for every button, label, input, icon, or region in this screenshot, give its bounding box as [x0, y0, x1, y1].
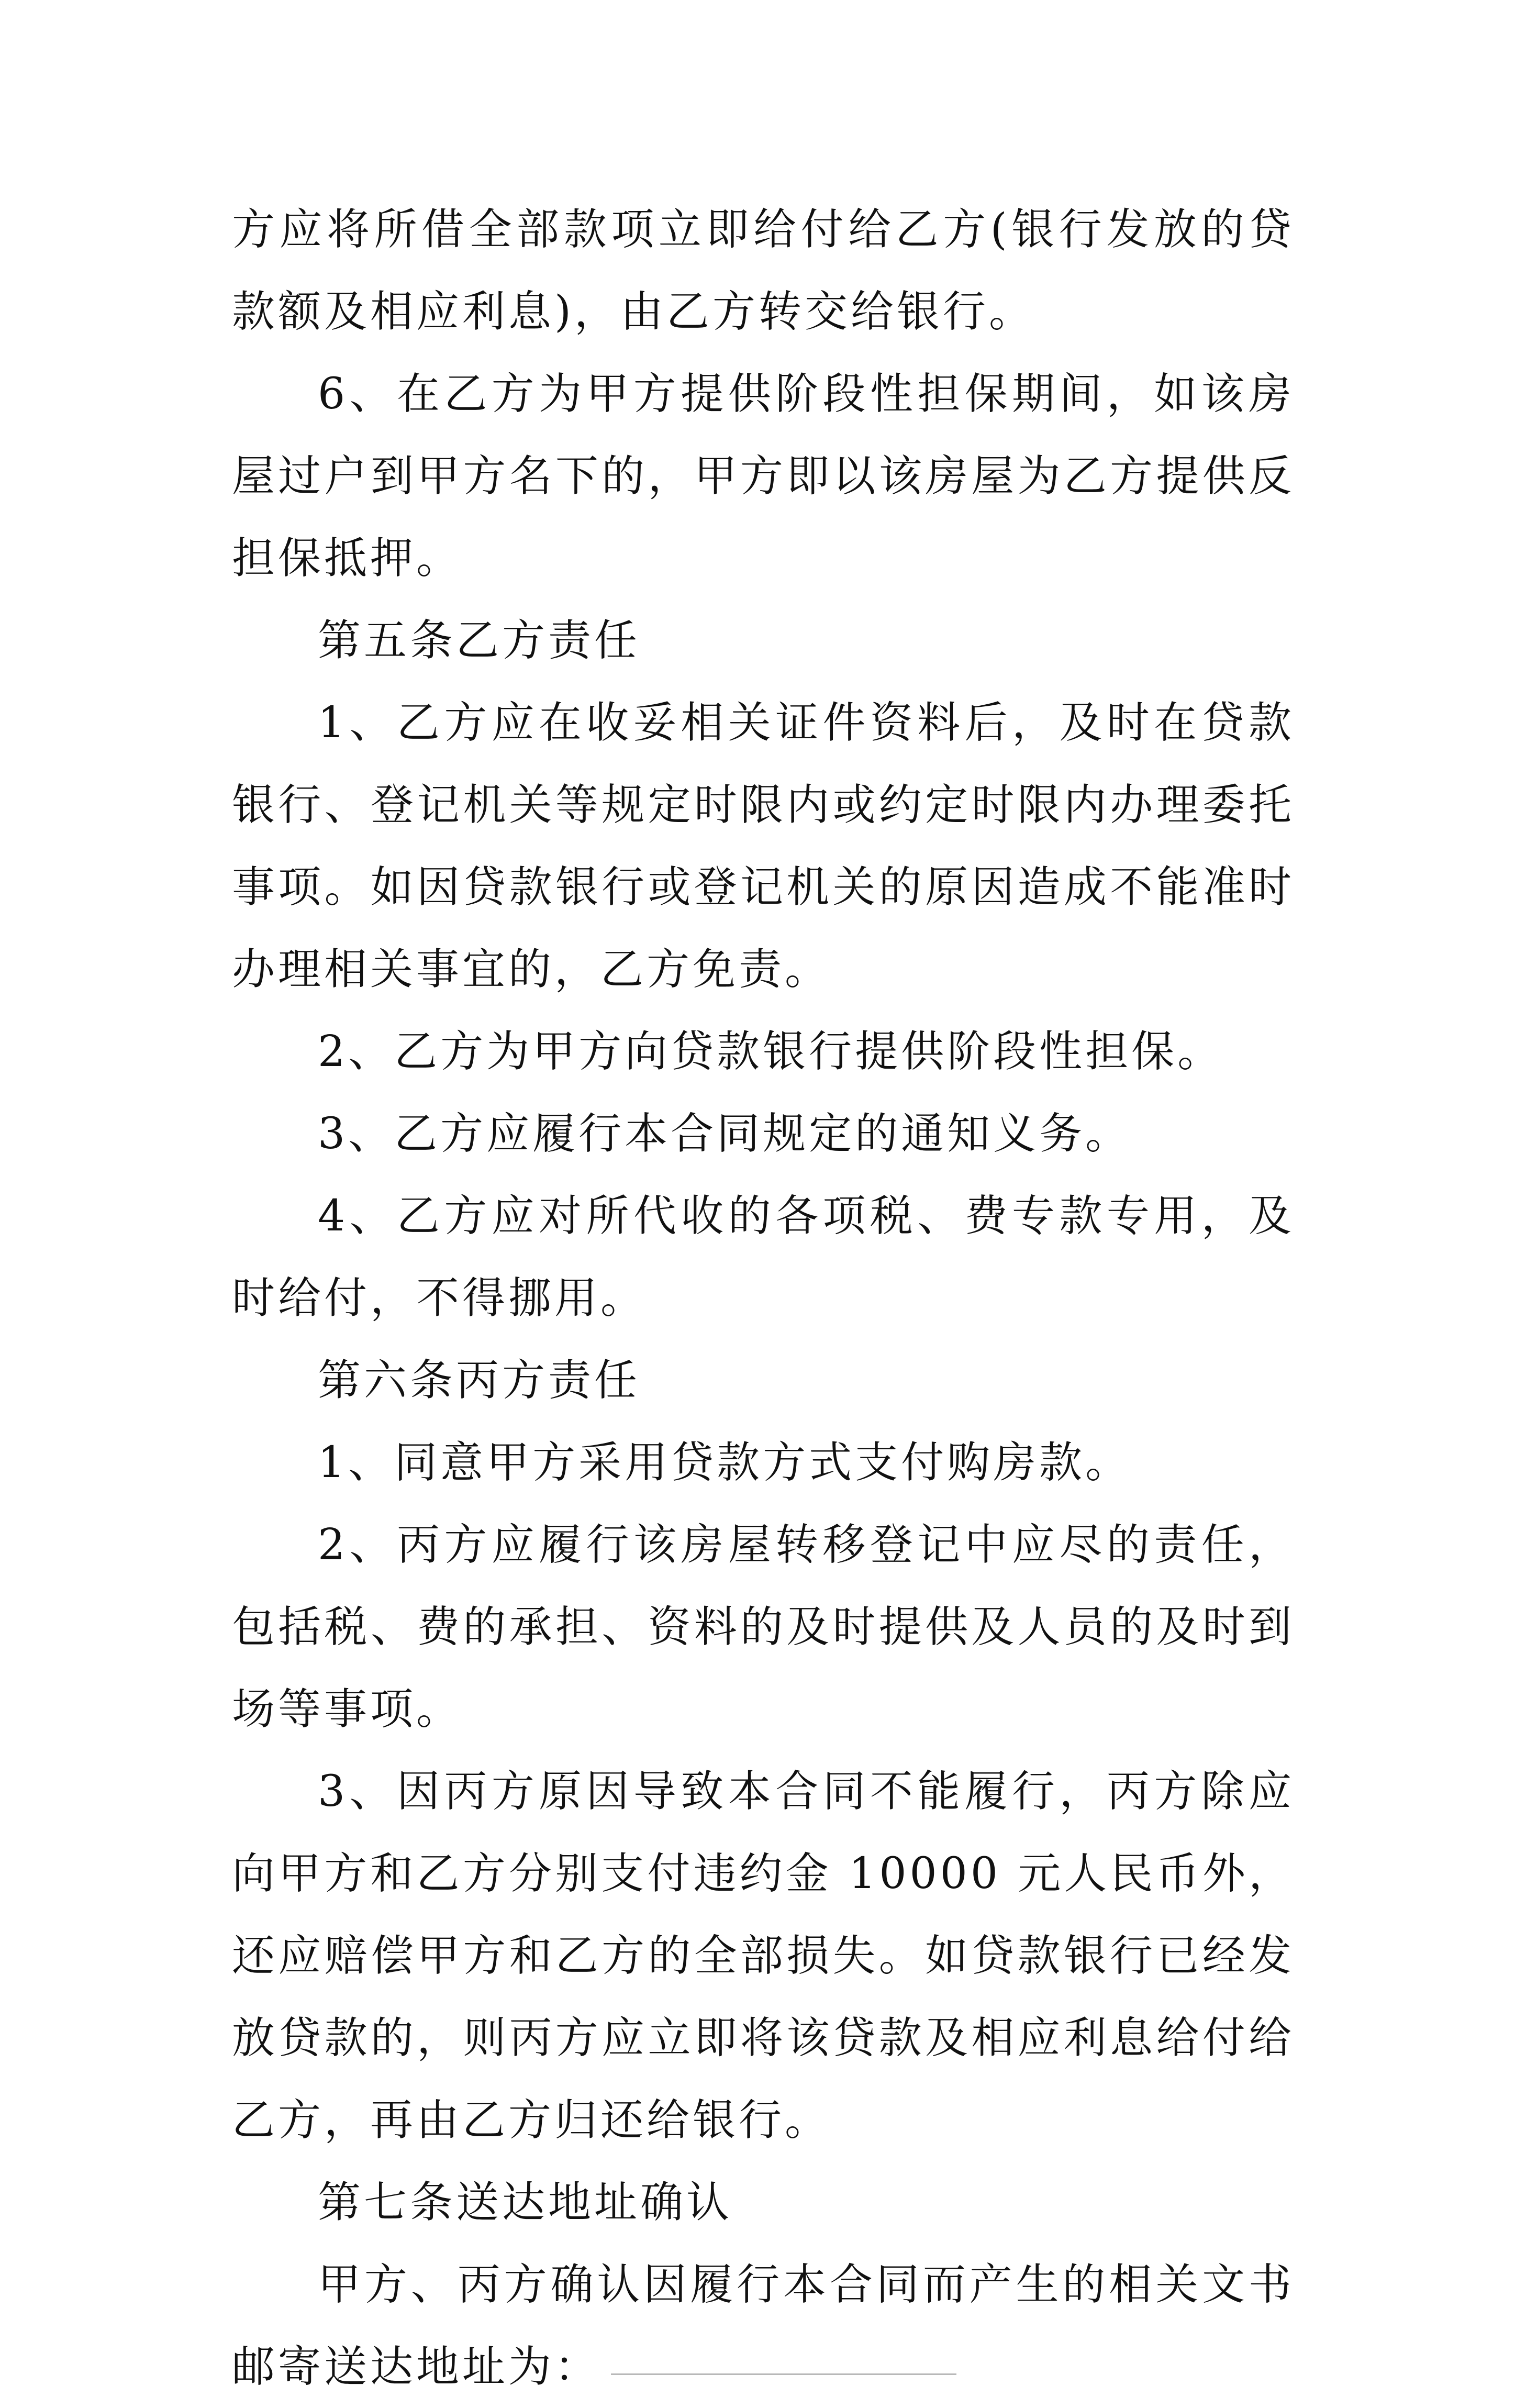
paragraph-loan-payment: 方应将所借全部款项立即给付给乙方(银行发放的贷款额及相应利息)，由乙方转交给银行。	[232, 205, 1295, 337]
section-heading-party-b: 第五条乙方责任	[318, 616, 641, 665]
paragraph-address-confirmation	[232, 2244, 1295, 2408]
paragraph-party-b-item-3: 3、乙方应履行本合同规定的通知义务。	[318, 1109, 1132, 1159]
document-body	[232, 188, 1295, 2408]
address-blank-line	[611, 2373, 956, 2375]
section-heading-party-c: 第六条丙方责任	[318, 1356, 641, 1405]
paragraph-party-b-item-4: 4、乙方应对所代收的各项税、费专款专用，及时给付，不得挪用。	[232, 1191, 1295, 1323]
paragraph-party-b-item-2: 2、乙方为甲方向贷款银行提供阶段性担保。	[318, 1027, 1224, 1077]
paragraph-party-c-item-1: 1、同意甲方采用贷款方式支付购房款。	[318, 1438, 1132, 1488]
paragraph-counter-guarantee: 6、在乙方为甲方提供阶段性担保期间，如该房屋过户到甲方名下的，甲方即以该房屋为乙方提供反担保抵押。	[232, 369, 1295, 583]
paragraph-party-c-item-2: 2、丙方应履行该房屋转移登记中应尽的责任，包括税、费的承担、资料的及时提供及人员的及时到场等事项。	[232, 1520, 1295, 1734]
paragraph-party-c-item-3: 3、因丙方原因导致本合同不能履行，丙方除应向甲方和乙方分别支付违约金 10000 元人民币外，还应赔偿甲方和乙方的全部损失。如贷款银行已经发放贷款的，则丙方应立即将该贷款及相应利息给付给乙方，再由乙方归还给银行。	[232, 1767, 1295, 2145]
address-confirmation-text: 甲方、丙方确认因履行本合同而产生的相关文书邮寄送达地址为：	[232, 2260, 1295, 2392]
paragraph-party-b-item-1: 1、乙方应在收妥相关证件资料后，及时在贷款银行、登记机关等规定时限内或约定时限内办理委托事项。如因贷款银行或登记机关的原因造成不能准时办理相关事宜的，乙方免责。	[232, 698, 1295, 994]
section-heading-address-confirmation: 第七条送达地址确认	[318, 2178, 733, 2227]
